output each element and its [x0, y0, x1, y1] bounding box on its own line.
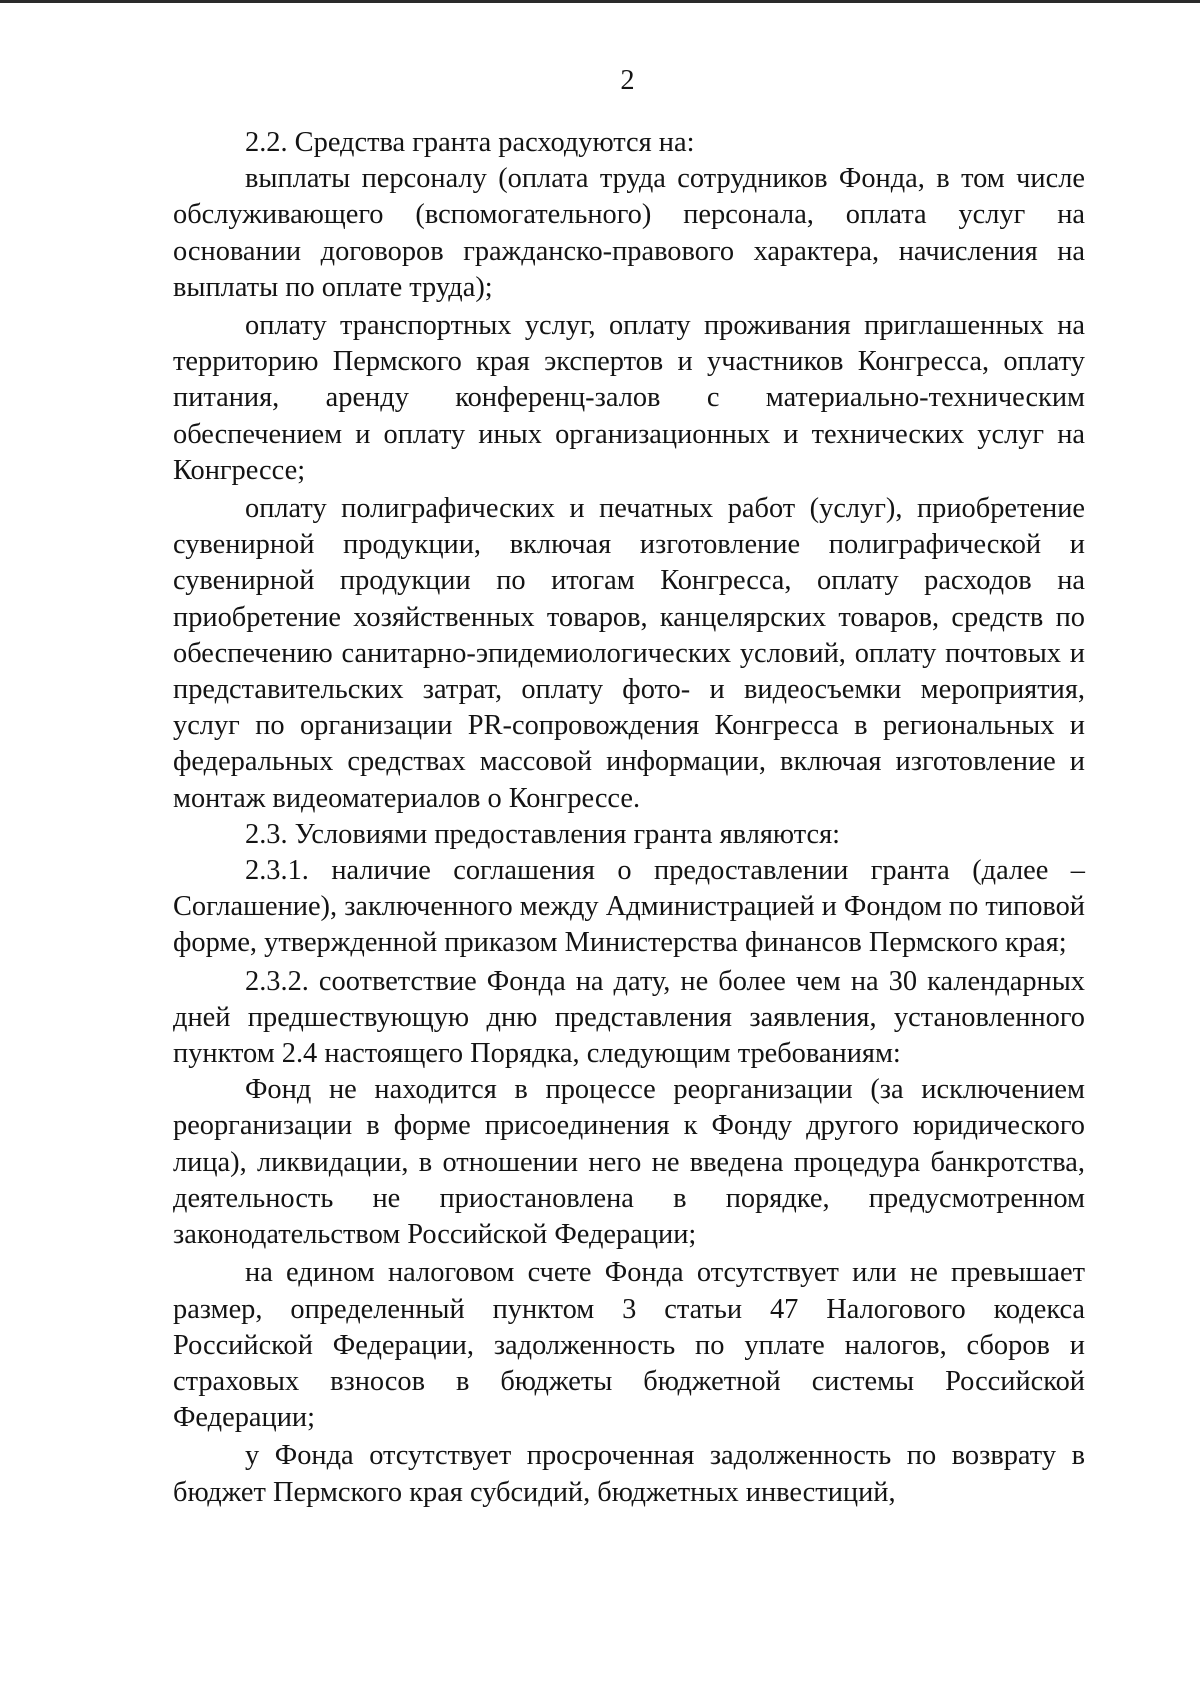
paragraph-tax-account: на едином налоговом счете Фонда отсутствует или не превышает размер, определенный пунктом 3 статьи 47 Налогового кодекса Российской Федерации, задолженность по уплате налогов, сборов и страховых взносов в бюджеты бюджетной системы Российской Федерации;: [173, 1257, 1085, 1434]
paragraph-reorganization: Фонд не находится в процессе реорганизации (за исключением реорганизации в форме присоединения к Фонду другого юридического лица), ликвидации, в отношении него не введена процедура банкротства, деятельность не приостановлена в порядке, предусмотренном законодательством Российской Федерации;: [173, 1074, 1085, 1251]
clause-2-3-2: 2.3.2. соответствие Фонда на дату, не более чем на 30 календарных дней предшествующую дню представления заявления, установленного пунктом 2.4 настоящего Порядка, следующим требованиям:: [173, 965, 1085, 1070]
section-2-2-heading: 2.2. Средства гранта расходуются на:: [245, 127, 695, 158]
section-2-3-heading: 2.3. Условиями предоставления гранта являются:: [245, 818, 841, 850]
document-body: [173, 125, 1085, 1511]
paragraph-transport-services: оплату транспортных услуг, оплату проживания приглашенных на территорию Пермского края экспертов и участников Конгресса, оплату питания, аренду конференц-залов с материально-техническим обеспечением и оплату иных организационных и технических услуг на Конгрессе;: [173, 310, 1085, 486]
paragraph-printing-services: оплату полиграфических и печатных работ (услуг), приобретение сувенирной продукции, включая изготовление полиграфической и сувенирной продукции по итогам Конгресса, оплату расходов на приобретение хозяйственных товаров, канцелярских товаров, средств по обеспечению санитарно-эпидемиологических условий, оплату почтовых и представительских затрат, оплату фото- и видеосъемки мероприятия, услуг по организации PR-сопровождения Конгресса в региональных и федеральных средствах массовой информации, включая изготовление и монтаж видеоматериалов о Конгрессе.: [173, 493, 1085, 814]
clause-2-3-1: 2.3.1. наличие соглашения о предоставлении гранта (далее – Соглашение), заключенного между Администрацией и Фондом по типовой форме, утвержденной приказом Министерства финансов Пермского края;: [173, 855, 1085, 959]
paragraph-staff-payments: выплаты персоналу (оплата труда сотрудников Фонда, в том числе обслуживающего (вспомогательного) персонала, оплата услуг на основании договоров гражданско-правового характера, начисления на выплаты по оплате труда);: [173, 163, 1085, 303]
page-number: 2: [620, 65, 635, 96]
paragraph-overdue-debt: у Фонда отсутствует просроченная задолженность по возврату в бюджет Пермского края субсидий, бюджетных инвестиций,: [173, 1440, 1085, 1508]
